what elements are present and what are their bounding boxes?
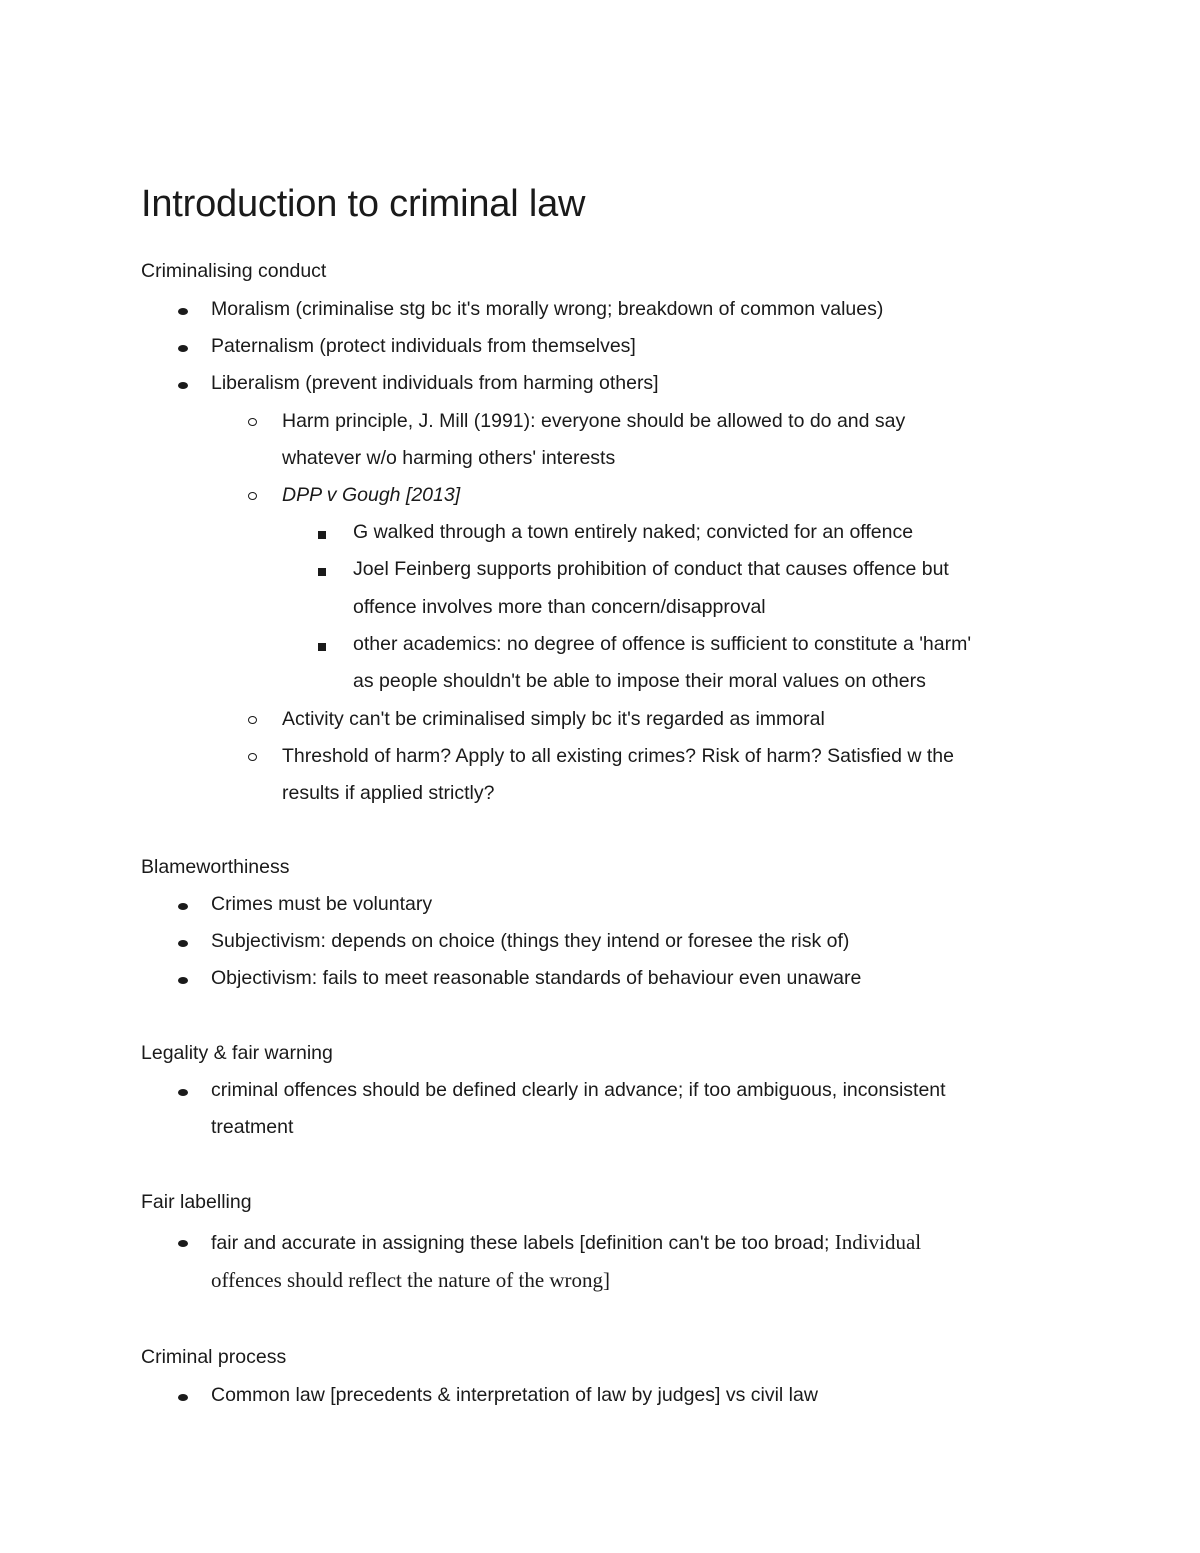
bullet-icon [178, 382, 188, 389]
list-item: Paternalism (protect individuals from themselves] [211, 335, 636, 357]
section-heading-legality: Legality & fair warning [141, 1042, 333, 1064]
bullet-icon [178, 308, 188, 315]
hollow-bullet-icon [248, 492, 257, 500]
list-item: Joel Feinberg supports prohibition of conduct that causes offence but [353, 558, 949, 580]
bullet-icon [178, 903, 188, 910]
list-item [211, 1230, 921, 1255]
list-item-continuation: as people shouldn't be able to impose their moral values on others [353, 670, 926, 692]
section-heading-labelling: Fair labelling [141, 1191, 252, 1213]
page-title: Introduction to criminal law [141, 183, 586, 225]
list-item: Subjectivism: depends on choice (things they intend or foresee the risk of) [211, 930, 850, 952]
section-heading-criminalising: Criminalising conduct [141, 260, 327, 282]
list-item: Liberalism (prevent individuals from harming others] [211, 372, 659, 394]
list-item-continuation: treatment [211, 1116, 294, 1138]
square-bullet-icon [318, 531, 326, 539]
bullet-icon [178, 977, 188, 984]
list-item: Objectivism: fails to meet reasonable standards of behaviour even unaware [211, 967, 862, 989]
list-item: Activity can't be criminalised simply bc it's regarded as immoral [282, 708, 825, 730]
bullet-icon [178, 1394, 188, 1401]
list-item-continuation: offences should reflect the nature of the wrong] [211, 1268, 611, 1292]
hollow-bullet-icon [248, 716, 257, 724]
bullet-icon [178, 1240, 188, 1247]
bullet-icon [178, 1089, 188, 1096]
list-item: G walked through a town entirely naked; convicted for an offence [353, 521, 914, 543]
list-item: other academics: no degree of offence is sufficient to constitute a 'harm' [353, 633, 972, 655]
hollow-bullet-icon [248, 753, 257, 761]
section-heading-blameworthiness: Blameworthiness [141, 856, 290, 878]
list-item: Moralism (criminalise stg bc it's morally wrong; breakdown of common values) [211, 298, 884, 320]
bullet-icon [178, 940, 188, 947]
list-item: Crimes must be voluntary [211, 893, 433, 915]
square-bullet-icon [318, 568, 326, 576]
case-name: DPP v Gough [2013] [282, 484, 461, 506]
list-item: Harm principle, J. Mill (1991): everyone should be allowed to do and say [282, 410, 906, 432]
list-item-continuation: whatever w/o harming others' interests [282, 447, 616, 469]
square-bullet-icon [318, 643, 326, 651]
section-heading-process: Criminal process [141, 1346, 287, 1368]
list-item: Threshold of harm? Apply to all existing crimes? Risk of harm? Satisfied w the [282, 745, 954, 767]
list-item-continuation: results if applied strictly? [282, 782, 495, 804]
hollow-bullet-icon [248, 418, 257, 426]
list-item: criminal offences should be defined clearly in advance; if too ambiguous, inconsistent [211, 1079, 946, 1101]
bullet-icon [178, 345, 188, 352]
list-item-continuation: offence involves more than concern/disapproval [353, 596, 766, 618]
list-item-text: fair and accurate in assigning these labels [definition can't be too broad; [211, 1232, 830, 1254]
list-item: Common law [precedents & interpretation of law by judges] vs civil law [211, 1384, 818, 1406]
list-item-text-serif: Individual [834, 1230, 922, 1254]
